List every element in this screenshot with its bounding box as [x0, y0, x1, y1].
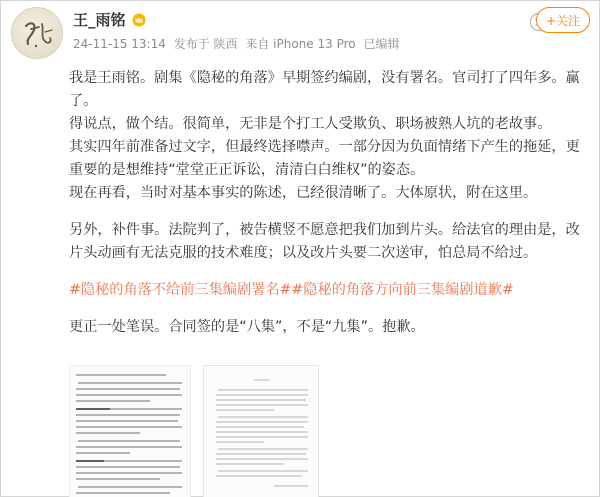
post-paragraph: 更正一处笔误。合同签的是“八集”，不是“九集”。抱歉。 [69, 319, 425, 335]
post-paragraph: 我是王雨铭。剧集《隐秘的角落》早期签约编剧，没有署名。官司打了四年多。赢了。 [69, 70, 580, 109]
post-location: 发布于 陕西 [173, 37, 238, 51]
post-paragraph: 得说点，做个结。很简单，无非是个打工人受欺负、职场被熟人坑的老故事。 [69, 116, 552, 132]
username[interactable] [73, 9, 146, 30]
calligraphy-avatar-icon [12, 8, 63, 59]
hashtag-link[interactable]: #隐秘的角落方向前三集编剧道歉# [291, 282, 514, 298]
follow-button[interactable] [536, 7, 590, 33]
post-paragraph: 现在再看，当时对基本事实的陈述，已经很清晰了。大体原状，附在这里。 [69, 185, 538, 201]
post-device: 来自 iPhone 13 Pro [245, 37, 356, 51]
hashtag-link[interactable]: #隐秘的角落不给前三集编剧署名# [69, 282, 292, 298]
document-page-icon [70, 366, 191, 497]
attached-document-image[interactable] [203, 365, 319, 497]
crown-badge-icon [132, 13, 146, 27]
paragraph-spacer [69, 302, 589, 316]
avatar[interactable] [11, 7, 63, 59]
post-paragraph: 另外，补件事。法院判了，被告横竖不愿意把我们加到片头。给法官的理由是，改片头动画有无法克服的技术难度；以及改片头要二次送审，怕总局不给过。 [69, 222, 580, 261]
post-paragraph: 其实四年前准备过文字，但最终选择噤声。一部分因为负面情绪下产生的拖延，更重要的是想维持“堂堂正正诉讼，清清白白维权”的姿态。 [69, 139, 580, 178]
post-content [69, 67, 589, 339]
paragraph-spacer [69, 205, 589, 219]
username-text[interactable]: 王_雨铭 [73, 11, 126, 29]
post-meta [73, 35, 403, 52]
post-edited[interactable]: 已编辑 [363, 37, 400, 51]
document-page-icon [204, 366, 319, 497]
attached-document-image[interactable] [69, 365, 191, 497]
image-attachments [69, 365, 589, 497]
paragraph-spacer [69, 265, 589, 279]
post-date[interactable]: 24-11-15 13:14 [73, 37, 166, 51]
hashtag-line [69, 279, 589, 302]
follow-button-label: +关注 [545, 13, 581, 28]
